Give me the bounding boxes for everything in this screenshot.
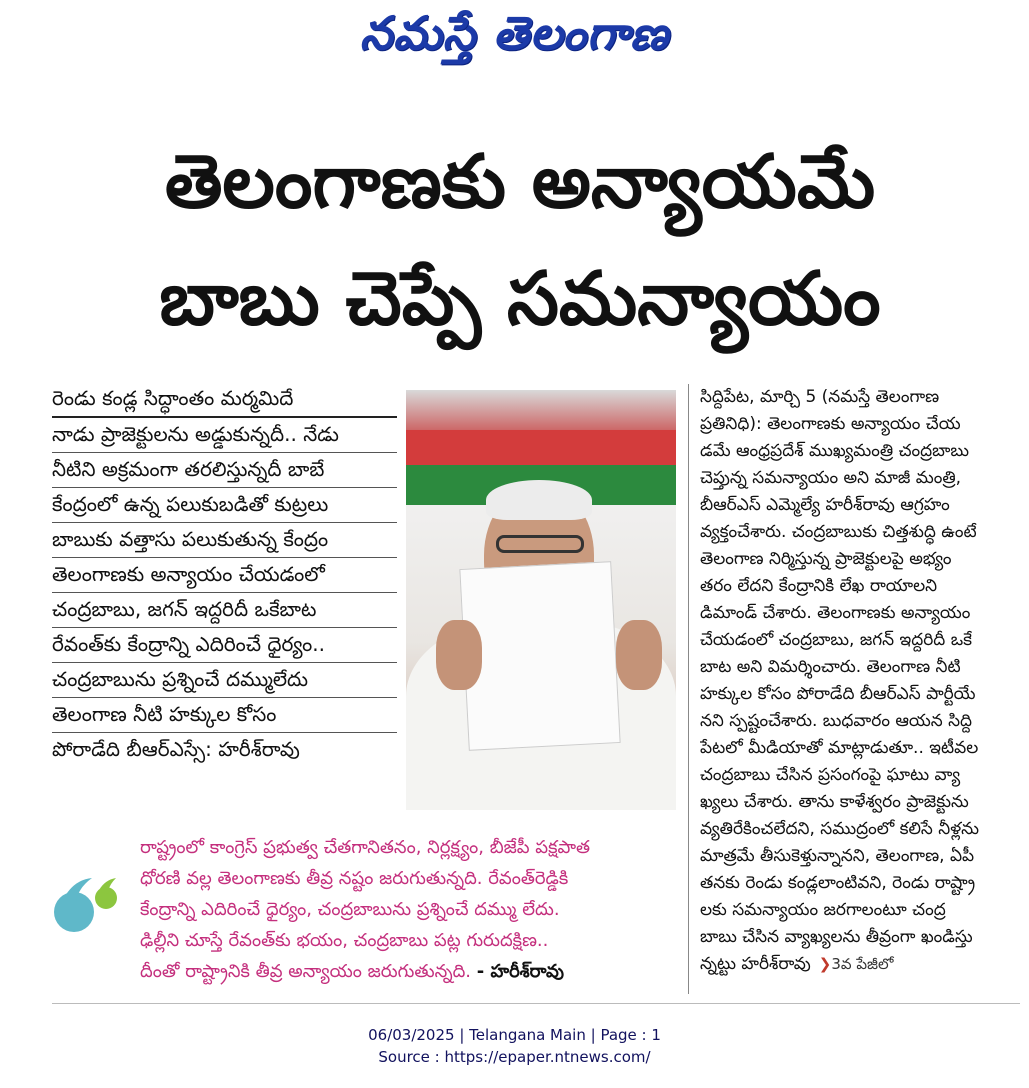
quote-last-line [140, 956, 680, 987]
article-line: డమే ఆంధ్రప్రదేశ్ ముఖ్యమంత్రి చంద్రబాబు [700, 441, 970, 461]
article-line: డిమాండ్ చేశారు. తెలంగాణకు అన్యాయం [700, 603, 971, 623]
article-line: నని స్పష్టంచేశారు. బుధవారం ఆయన సిద్ది [700, 711, 973, 731]
continued-label: 3వ పేజీలో [831, 955, 894, 973]
footer-divider [52, 1003, 1020, 1004]
photo-hand-right [616, 620, 662, 690]
key-point: రేవంత్‌కు కేంద్రాన్ని ఎదిరించే ధైర్యం.. [52, 628, 397, 663]
key-point: నీటిని అక్రమంగా తరలిస్తున్నదీ బాబే [52, 453, 397, 488]
masthead-logo [0, 0, 1029, 80]
article-line: తనకు రెండు కండ్లలాంటివని, రెండు రాష్ట్రా [700, 873, 976, 893]
article-line: తరం లేదని కేంద్రానికి లేఖ రాయాలని [700, 576, 938, 596]
footer-source-link[interactable]: Source : https://epaper.ntnews.com/ [378, 1048, 651, 1066]
photo-glasses [496, 535, 584, 553]
quote-line: దీంతో రాష్ట్రానికి తీవ్ర అన్యాయం జరుగుతున్నది. [140, 961, 472, 982]
article-line: వ్యక్తంచేశారు. చంద్రబాబుకు చిత్తశుద్ధి ఉంటే [700, 522, 977, 542]
article-line: బీఆర్ఎస్ ఎమ్మెల్యే హరీశ్‌రావు ఆగ్రహం [700, 495, 950, 515]
article-line: చెప్తున్న సమన్యాయం అని మాజీ మంత్రి, [700, 468, 962, 488]
continue-arrow-icon: ❯ [818, 955, 832, 973]
article-line: వ్యతిరేకించలేదని, సముద్రంలో కలిసే నీళ్లను [700, 819, 979, 839]
pull-quote [140, 832, 680, 987]
continued-on-page-link[interactable] [819, 951, 894, 978]
quote-line: ధోరణి వల్ల తెలంగాణకు తీవ్ర నష్టం జరుగుతున్నది. రేవంత్‌రెడ్డికి [140, 868, 569, 889]
article-body [700, 384, 1020, 978]
masthead-title: నమస్తే తెలంగాణ [359, 6, 670, 60]
key-point: చంద్రబాబును ప్రశ్నించే దమ్ములేదు [52, 663, 397, 698]
article-line: పేటలో మీడియాతో మాట్లాడుతూ.. ఇటీవల [700, 738, 979, 758]
key-point: బాబుకు వత్తాసు పలుకుతున్న కేంద్రం [52, 523, 397, 558]
column-divider [688, 384, 689, 994]
photo-hand-left [436, 620, 482, 690]
article-last-line [700, 951, 1020, 978]
headline-line-1: తెలంగాణకు అన్యాయమే [164, 139, 876, 225]
article-line: బాట అని విమర్శించారు. తెలంగాణ నీటి [700, 657, 961, 677]
quote-mark-icon [52, 872, 124, 944]
key-point: రెండు కండ్ల సిద్ధాంతం మర్మమిదే [52, 382, 397, 418]
article-line: లకు సమన్యాయం జరగాలంటూ చంద్ర [700, 900, 946, 920]
quote-line: ఢిల్లీని చూస్తే రేవంత్‌కు భయం, చంద్రబాబు పట్ల గురుదక్షిణ.. [140, 930, 549, 951]
article-line: మాత్రమే తీసుకెళ్తున్నానని, తెలంగాణ, ఏపీ [700, 846, 975, 866]
key-point: తెలంగాణ నీటి హక్కుల కోసం [52, 698, 397, 733]
key-points-column [52, 382, 397, 767]
key-point: నాడు ప్రాజెక్టులను అడ్డుకున్నదీ.. నేడు [52, 418, 397, 453]
article-line: న్నట్టు హరీశ్‌రావు [700, 954, 811, 974]
article-line: చంద్రబాబు చేసిన ప్రసంగంపై ఘాటు వ్యా [700, 765, 961, 785]
headline-line-2: బాబు చెప్పే సమన్యాయం [159, 256, 881, 342]
page-footer [0, 1024, 1029, 1068]
article-line: చేయడంలో చంద్రబాబు, జగన్ ఇద్దరిదీ ఒకే [700, 630, 973, 650]
photo-paper [459, 561, 620, 751]
speaker-photo [406, 390, 676, 810]
article-line: సిద్దిపేట, మార్చి 5 (నమస్తే తెలంగాణ [700, 387, 940, 407]
quote-line: రాష్ట్రంలో కాంగ్రెస్ ప్రభుత్వ చేతగానితనం, నిర్లక్ష్యం, బీజేపీ పక్షపాత [140, 837, 591, 858]
quote-line: కేంద్రాన్ని ఎదిరించే ధైర్యం, చంద్రబాబును ప్రశ్నించే దమ్ము లేదు. [140, 899, 560, 920]
quote-author: - హరీశ్‌రావు [476, 961, 564, 982]
key-point: పోరాడేది బీఆర్ఎస్సే: హరీశ్‌రావు [52, 737, 300, 761]
photo-hair [486, 480, 592, 520]
article-line: తెలంగాణ నిర్మిస్తున్న ప్రాజెక్టులపై అభ్యం [700, 549, 952, 569]
key-point: చంద్రబాబు, జగన్ ఇద్దరిదీ ఒకేబాట [52, 593, 397, 628]
footer-edition-info: 06/03/2025 | Telangana Main | Page : 1 [368, 1026, 661, 1044]
article-line: ప్రతినిధి): తెలంగాణకు అన్యాయం చేయ [700, 414, 961, 434]
article-line: బాబు చేసిన వ్యాఖ్యలను తీవ్రంగా ఖండిస్తు [700, 927, 973, 947]
key-point: కేంద్రంలో ఉన్న పలుకుబడితో కుట్రలు [52, 488, 397, 523]
article-line: ఖ్యలు చేశారు. తాను కాళేశ్వరం ప్రాజెక్టును [700, 792, 969, 812]
key-point: తెలంగాణకు అన్యాయం చేయడంలో [52, 558, 397, 593]
article-line: హక్కుల కోసం పోరాడేది బీఆర్ఎస్ పార్టీయే [700, 684, 976, 704]
